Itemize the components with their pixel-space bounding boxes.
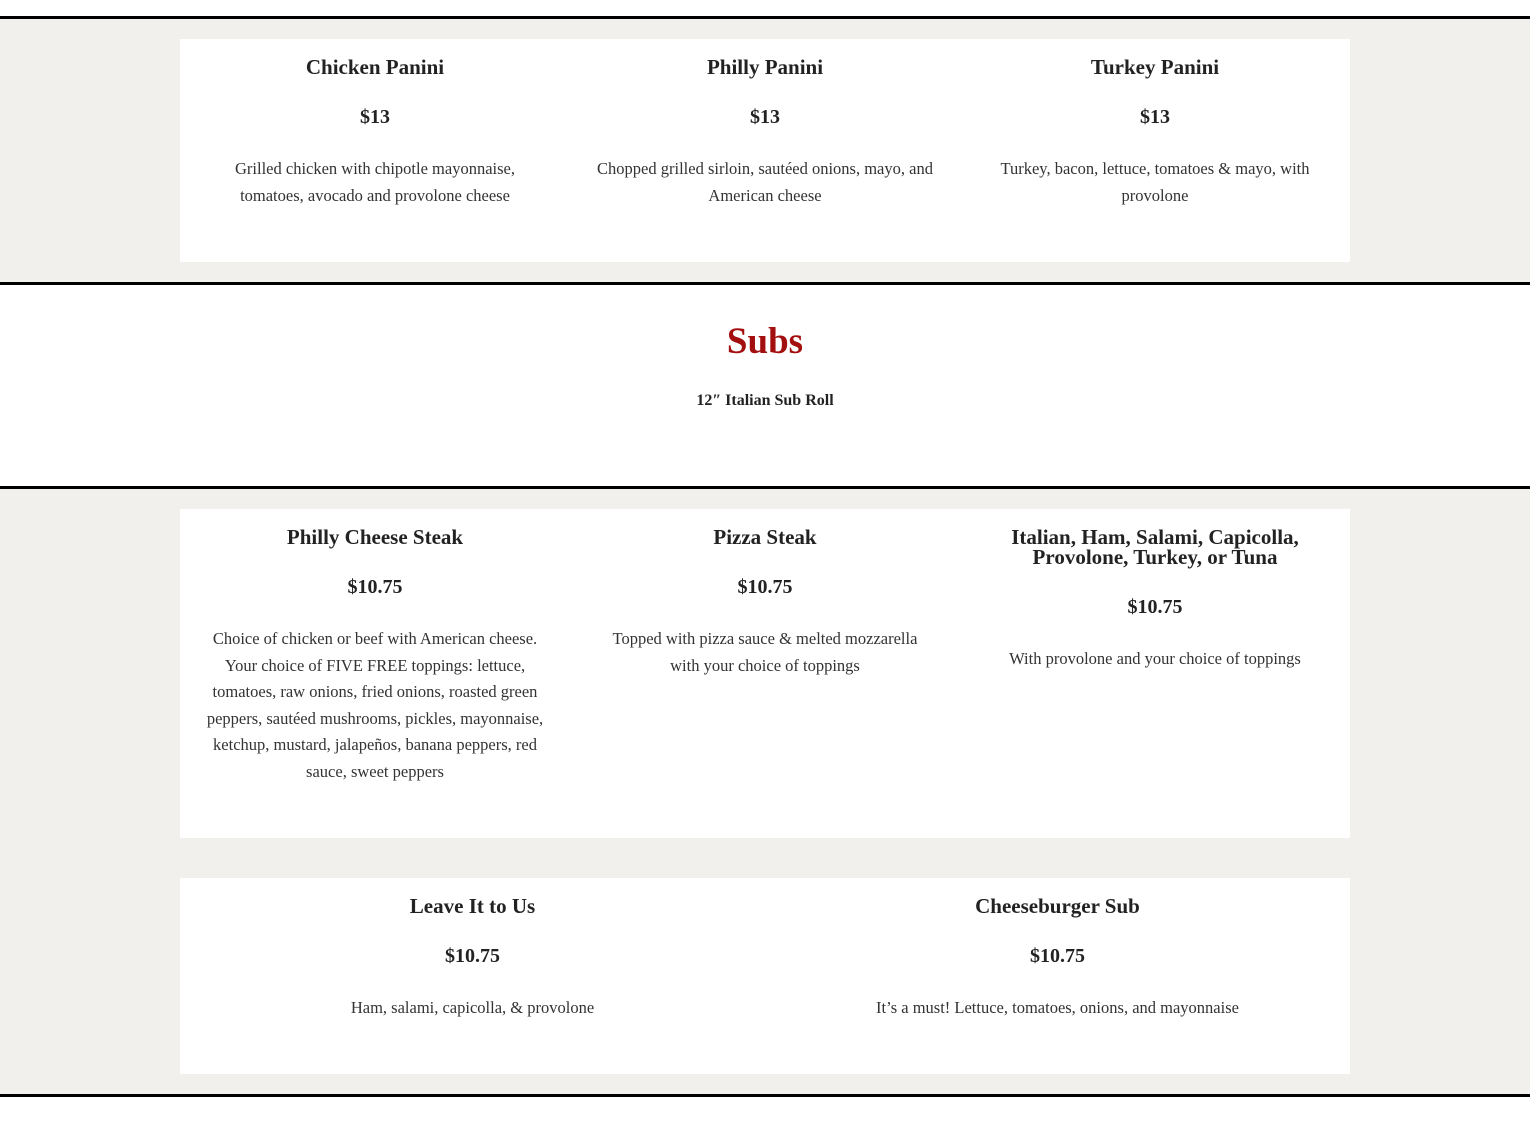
item-description: Topped with pizza sauce & melted mozzarella with your choice of toppings	[612, 629, 918, 675]
item-description: Ham, salami, capicolla, & provolone	[350, 998, 595, 1017]
item-price: $10.75	[737, 576, 793, 598]
item-name: Cheeseburger Sub	[975, 894, 1140, 918]
item-name: Pizza Steak	[713, 525, 817, 549]
subs-panel-row1	[180, 509, 1350, 838]
item-name: Philly Cheese Steak	[286, 525, 464, 549]
menu-item-card	[570, 39, 960, 262]
item-name: Philly Panini	[706, 55, 824, 79]
item-description: Turkey, bacon, lettuce, tomatoes & mayo, with provolone	[1000, 159, 1310, 205]
item-description: With provolone and your choice of toppings	[1009, 649, 1301, 668]
item-description: It’s a must! Lettuce, tomatoes, onions, and mayonnaise	[876, 998, 1239, 1017]
section-subtitle: 12″ Italian Sub Roll	[696, 392, 834, 409]
item-price: $10.75	[1030, 945, 1085, 967]
menu-item-card	[180, 39, 570, 262]
item-price: $10.75	[1127, 596, 1183, 618]
divider	[0, 282, 1530, 285]
item-price: $13	[750, 106, 780, 128]
item-price: $13	[1140, 106, 1170, 128]
menu-item-card	[180, 509, 570, 838]
section-title: Subs	[726, 321, 804, 362]
item-description: Choice of chicken or beef with American cheese. Your choice of FIVE FREE toppings: lettuce, tomatoes, raw onions, fried onions, roasted green peppers, sautéed mushrooms, pickles, mayonnaise, ketchup, mustard, jalapeños, banana peppers, red sauce, sweet peppers	[206, 629, 544, 781]
menu-item-card	[960, 509, 1350, 838]
menu-item-card	[570, 509, 960, 838]
divider-bottom	[0, 1094, 1530, 1097]
item-name: Italian, Ham, Salami, Capicolla, Provolone, Turkey, or Tuna	[1011, 525, 1299, 569]
item-description: Chopped grilled sirloin, sautéed onions, mayo, and American cheese	[597, 159, 933, 205]
item-name: Chicken Panini	[305, 55, 445, 79]
menu-item-card	[765, 878, 1350, 1074]
item-name: Leave It to Us	[409, 894, 536, 918]
subs-panel-row2	[180, 878, 1350, 1074]
item-price: $13	[360, 106, 390, 128]
item-price: $10.75	[445, 945, 500, 967]
panini-panel	[180, 39, 1350, 262]
item-price: $10.75	[347, 576, 403, 598]
item-description: Grilled chicken with chipotle mayonnaise, tomatoes, avocado and provolone cheese	[235, 159, 515, 205]
menu-item-card	[960, 39, 1350, 262]
item-name: Turkey Panini	[1090, 55, 1220, 79]
menu-item-card	[180, 878, 765, 1074]
